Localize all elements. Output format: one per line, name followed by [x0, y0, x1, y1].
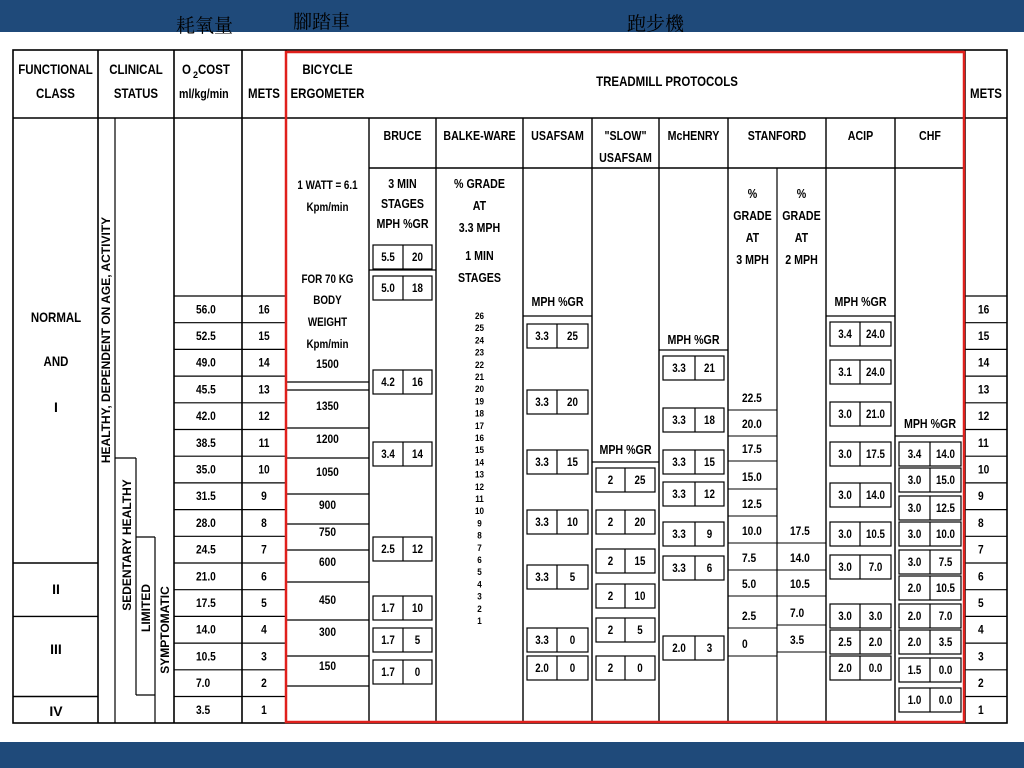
o2-value: 31.5: [196, 490, 216, 504]
o2-value: 3.5: [196, 704, 211, 718]
bruce-subheader: 3 MIN: [388, 175, 417, 192]
stanford-2mph-value: 17.5: [790, 525, 810, 539]
chf-stage-grade: 7.0: [938, 610, 953, 624]
protocol-slow-usafsam: USAFSAM: [599, 149, 652, 166]
balke-grade-value: 10: [474, 505, 485, 517]
slow-usafsam-stage-mph: 2: [607, 662, 614, 676]
mets-value: 12: [258, 410, 270, 424]
stanford-2mph-subheader: AT: [794, 229, 809, 246]
class-I: I: [54, 399, 58, 415]
acip-stage-grade: 24.0: [865, 366, 886, 380]
mets-right-value: 2: [978, 677, 984, 691]
protocol-mchenry: McHENRY: [667, 127, 720, 144]
balke-grade-value: 17: [474, 420, 485, 431]
balke-grade-value: 25: [474, 322, 485, 334]
slow-usafsam-stage-mph: 2: [607, 474, 614, 488]
balke-grade-value: 23: [474, 347, 485, 358]
bicycle-note: Kpm/min: [306, 338, 349, 352]
chf-stage-mph: 3.0: [907, 556, 922, 570]
bruce-stage-grade: 0: [414, 666, 421, 680]
bruce-stage-mph: 1.7: [381, 666, 395, 680]
bicycle-value: 900: [318, 499, 337, 513]
mets-value: 2: [261, 677, 267, 691]
acip-stage-mph: 3.0: [838, 610, 852, 624]
bruce-stage-mph: 5.0: [381, 282, 395, 296]
acip-mph-gr: MPH %GR: [834, 293, 887, 310]
mchenry-mph-gr: MPH %GR: [667, 331, 720, 348]
balke-grade-value: 7: [477, 542, 482, 553]
o2-value: 10.5: [196, 650, 216, 664]
bicycle-note: FOR 70 KG: [301, 273, 354, 287]
stanford-3mph-value: 20.0: [742, 418, 762, 432]
balke-grade-value: 4: [477, 578, 482, 590]
mets-right-value: 16: [978, 303, 990, 317]
slow-usafsam-stage-grade: 5: [637, 624, 643, 638]
mets-right-value: 3: [978, 650, 984, 664]
balke-subheader: STAGES: [457, 269, 502, 286]
chf-stage-mph: 2.0: [907, 582, 922, 596]
mets-right-value: 7: [978, 543, 984, 557]
acip-stage-mph: 3.0: [838, 528, 852, 542]
mets-value: 15: [258, 330, 270, 344]
mets-right-value: 10: [978, 463, 990, 477]
stanford-3mph-value: 7.5: [742, 552, 757, 566]
mchenry-stage-grade: 6: [706, 562, 713, 576]
chf-stage-mph: 3.0: [907, 474, 922, 488]
caption-bicycle: 腳踏車: [293, 11, 351, 33]
bruce-stage-mph: 4.2: [381, 376, 395, 390]
mets-value: 11: [258, 437, 270, 451]
slow-usafsam-stage-grade: 0: [637, 662, 643, 676]
clinical-symptomatic: SYMPTOMATIC: [158, 586, 172, 674]
bicycle-value: 300: [318, 626, 337, 640]
chf-stage-mph: 2.0: [907, 610, 922, 624]
mchenry-stage-mph: 3.3: [672, 488, 686, 502]
balke-grade-value: 11: [475, 493, 484, 505]
o2-value: 49.0: [196, 357, 216, 370]
bruce-stage-mph: 1.7: [381, 602, 395, 616]
header-o2-sub: 2: [193, 70, 199, 80]
balke-grade-value: 1: [477, 615, 482, 627]
mets-right-value: 12: [978, 410, 990, 424]
class-II: II: [52, 581, 60, 597]
stanford-2mph-value: 7.0: [790, 607, 805, 621]
acip-stage-mph: 3.0: [838, 448, 852, 462]
mchenry-stage-mph: 3.3: [672, 362, 686, 376]
slow-usafsam-stage-mph: 2: [607, 624, 614, 638]
class-III: III: [50, 641, 62, 657]
mets-right-value: 14: [978, 357, 990, 370]
usafsam-stage-grade: 10: [567, 516, 578, 530]
mchenry-stage-mph: 3.3: [672, 456, 686, 470]
acip-stage-grade: 10.5: [865, 528, 886, 542]
mets-value: 9: [261, 490, 267, 504]
header-o2-cost: COST: [198, 60, 230, 78]
bruce-stage-grade: 20: [412, 251, 423, 265]
chf-stage-mph: 1.5: [907, 664, 922, 678]
chf-stage-grade: 7.5: [938, 556, 953, 570]
mets-right-value: 15: [978, 330, 990, 344]
protocol-slow: "SLOW": [604, 127, 647, 144]
clinical-limited: LIMITED: [139, 584, 153, 632]
clinical-healthy: HEALTHY, DEPENDENT ON AGE, ACTIVITY: [99, 216, 113, 464]
protocol-usafsam: USAFSAM: [531, 127, 584, 144]
acip-stage-grade: 0.0: [868, 662, 883, 676]
acip-stage-mph: 3.1: [838, 366, 852, 380]
acip-stage-mph: 3.4: [838, 328, 852, 342]
acip-stage-grade: 21.0: [865, 408, 886, 422]
mets-value: 7: [261, 543, 267, 557]
chf-stage-mph: 3.0: [907, 502, 922, 516]
usafsam-stage-mph: 3.3: [535, 634, 549, 648]
slow-usafsam-stage-grade: 25: [634, 474, 646, 488]
mchenry-stage-grade: 12: [704, 488, 715, 502]
usafsam-mph-gr: MPH %GR: [531, 293, 584, 310]
class-normal: NORMAL: [30, 308, 82, 326]
slow-usafsam-stage-mph: 2: [607, 555, 614, 569]
o2-value: 52.5: [196, 330, 216, 344]
o2-value: 38.5: [196, 437, 216, 451]
acip-stage-mph: 3.0: [838, 408, 852, 422]
bicycle-note: BODY: [313, 294, 342, 308]
balke-grade-value: 21: [474, 371, 485, 383]
stanford-3mph-subheader: AT: [745, 229, 760, 246]
stanford-2mph-subheader: GRADE: [782, 207, 821, 224]
mets-value: 4: [261, 624, 267, 637]
mets-value: 13: [258, 383, 270, 397]
bruce-stage-mph: 5.5: [381, 251, 395, 265]
header-o2-unit: ml/kg/min: [179, 85, 229, 102]
mchenry-stage-mph: 3.3: [672, 562, 686, 576]
usafsam-stage-mph: 3.3: [535, 516, 549, 530]
chf-stage-mph: 3.0: [907, 528, 922, 542]
balke-subheader: AT: [472, 197, 487, 214]
class-and: AND: [43, 352, 69, 370]
balke-grade-value: 3: [477, 591, 482, 602]
stanford-2mph-value: 10.5: [790, 578, 810, 592]
bicycle-value: 600: [318, 556, 337, 570]
bruce-stage-grade: 14: [412, 448, 423, 462]
acip-stage-mph: 3.0: [838, 561, 852, 575]
acip-stage-grade: 14.0: [865, 489, 886, 503]
mets-value: 14: [258, 357, 270, 370]
bicycle-value: 150: [318, 660, 337, 674]
stanford-2mph-subheader: %: [796, 185, 807, 202]
usafsam-stage-mph: 3.3: [535, 571, 549, 585]
mets-right-value: 5: [978, 597, 984, 611]
chf-stage-grade: 10.0: [935, 528, 956, 542]
stanford-3mph-value: 0: [742, 638, 748, 652]
protocol-chf: CHF: [919, 127, 941, 144]
bicycle-note: Kpm/min: [306, 201, 349, 215]
mchenry-stage-grade: 21: [704, 362, 715, 376]
mets-value: 16: [258, 303, 270, 317]
mchenry-stage-mph: 3.3: [672, 414, 686, 428]
bicycle-value: 1500: [316, 358, 339, 372]
acip-stage-grade: 17.5: [865, 448, 886, 462]
chf-stage-mph: 2.0: [907, 636, 922, 650]
mchenry-stage-mph: 3.3: [672, 528, 686, 542]
clinical-sedentary: SEDENTARY HEALTHY: [120, 479, 134, 611]
balke-subheader: % GRADE: [454, 175, 505, 192]
o2-value: 7.0: [196, 677, 211, 691]
mets-value: 1: [261, 704, 267, 718]
header-ergometer: ERGOMETER: [290, 84, 365, 102]
balke-grade-value: 15: [474, 444, 485, 456]
balke-grade-value: 26: [474, 310, 485, 322]
bruce-stage-mph: 2.5: [381, 543, 395, 557]
usafsam-stage-mph: 3.3: [535, 396, 549, 410]
bruce-stage-grade: 16: [412, 376, 423, 390]
stanford-3mph-value: 22.5: [742, 392, 762, 406]
mchenry-stage-grade: 9: [706, 528, 713, 542]
usafsam-stage-grade: 25: [567, 330, 578, 344]
protocol-bruce: BRUCE: [383, 127, 422, 144]
acip-stage-grade: 24.0: [865, 328, 886, 342]
usafsam-stage-grade: 0: [569, 634, 576, 648]
balke-grade-value: 6: [477, 554, 482, 566]
balke-grade-value: 2: [477, 603, 482, 614]
o2-value: 14.0: [196, 624, 216, 637]
slow-mph-gr: MPH %GR: [599, 441, 652, 458]
bicycle-value: 1200: [316, 433, 339, 447]
chf-stage-grade: 0.0: [938, 664, 953, 678]
bruce-stage-grade: 5: [414, 634, 421, 648]
acip-stage-grade: 2.0: [868, 636, 883, 650]
slow-usafsam-stage-mph: 2: [607, 516, 614, 530]
header-treadmill: TREADMILL PROTOCOLS: [596, 72, 738, 90]
mchenry-stage-grade: 3: [706, 642, 713, 656]
o2-value: 21.0: [196, 570, 216, 584]
acip-stage-grade: 7.0: [868, 561, 883, 575]
protocol-balke-ware: BALKE-WARE: [443, 127, 516, 144]
mets-right-value: 13: [978, 383, 990, 397]
bruce-stage-grade: 10: [412, 602, 423, 616]
o2-value: 35.0: [196, 463, 216, 477]
protocol-acip: ACIP: [847, 127, 874, 144]
stanford-3mph-value: 2.5: [742, 610, 757, 624]
o2-value: 28.0: [196, 517, 216, 531]
bicycle-note: WEIGHT: [307, 316, 348, 330]
header-o2-o: O: [182, 60, 191, 78]
balke-subheader: 3.3 MPH: [458, 219, 501, 236]
chf-stage-mph: 1.0: [907, 694, 922, 708]
mets-value: 3: [261, 650, 267, 664]
mets-right-value: 11: [978, 437, 989, 451]
mets-right-value: 1: [978, 704, 984, 718]
slow-usafsam-stage-mph: 2: [607, 590, 614, 604]
chf-stage-grade: 12.5: [935, 502, 956, 516]
balke-grade-value: 24: [474, 334, 485, 346]
balke-subheader: 1 MIN: [465, 247, 494, 264]
bruce-stage-mph: 1.7: [381, 634, 395, 648]
header-functional: FUNCTIONAL: [18, 60, 93, 78]
balke-grade-value: 20: [474, 383, 485, 395]
usafsam-stage-grade: 0: [569, 662, 576, 676]
mchenry-stage-grade: 18: [704, 414, 715, 428]
slow-usafsam-stage-grade: 10: [634, 590, 646, 604]
bicycle-value: 1050: [316, 466, 339, 480]
caption-oxygen-consumption: 耗氧量: [176, 15, 234, 37]
balke-grade-value: 9: [477, 517, 482, 529]
usafsam-stage-grade: 5: [569, 571, 576, 585]
o2-value: 17.5: [196, 597, 216, 611]
bruce-stage-grade: 18: [412, 282, 423, 296]
bicycle-note: 1 WATT = 6.1: [297, 179, 358, 193]
bruce-stage-mph: 3.4: [381, 448, 395, 462]
acip-stage-mph: 3.0: [838, 489, 852, 503]
mets-value: 10: [258, 463, 270, 477]
stanford-3mph-value: 10.0: [742, 525, 762, 539]
usafsam-stage-mph: 2.0: [535, 662, 549, 676]
balke-grade-value: 13: [474, 469, 485, 480]
mets-value: 6: [261, 570, 267, 584]
o2-value: 42.0: [196, 410, 216, 424]
balke-grade-value: 18: [474, 408, 485, 419]
stanford-3mph-value: 17.5: [742, 443, 762, 457]
balke-grade-value: 14: [474, 456, 485, 468]
slow-usafsam-stage-grade: 15: [634, 555, 646, 569]
chf-mph-gr: MPH %GR: [903, 415, 957, 432]
bruce-stage-grade: 12: [412, 543, 423, 557]
chf-stage-grade: 15.0: [935, 474, 956, 488]
balke-grade-value: 5: [477, 566, 482, 578]
chf-stage-grade: 14.0: [935, 448, 956, 462]
usafsam-stage-mph: 3.3: [535, 456, 549, 470]
o2-value: 45.5: [196, 383, 216, 397]
stanford-3mph-value: 15.0: [742, 471, 762, 485]
chf-stage-grade: 10.5: [935, 582, 956, 596]
chf-stage-mph: 3.4: [907, 448, 922, 462]
stanford-2mph-value: 14.0: [790, 552, 810, 566]
acip-stage-mph: 2.5: [838, 636, 852, 650]
bicycle-value: 450: [318, 594, 337, 608]
bruce-subheader: MPH %GR: [376, 215, 429, 232]
mets-value: 8: [261, 517, 267, 531]
stanford-3mph-value: 12.5: [742, 498, 762, 512]
header-status: STATUS: [113, 84, 159, 102]
acip-stage-grade: 3.0: [868, 610, 883, 624]
mets-value: 5: [261, 597, 267, 611]
stanford-3mph-subheader: %: [747, 185, 758, 202]
stanford-3mph-subheader: 3 MPH: [736, 251, 769, 268]
caption-treadmill: 跑步機: [627, 13, 685, 35]
header-clinical: CLINICAL: [109, 60, 163, 78]
mchenry-stage-mph: 2.0: [672, 642, 686, 656]
stanford-2mph-value: 3.5: [790, 634, 805, 648]
o2-value: 56.0: [196, 303, 216, 317]
slow-usafsam-stage-grade: 20: [634, 516, 646, 530]
header-mets: METS: [248, 84, 280, 102]
mets-right-value: 9: [978, 490, 984, 504]
header-mets-right: METS: [970, 84, 1002, 102]
chf-stage-grade: 0.0: [938, 694, 953, 708]
balke-grade-value: 8: [477, 530, 482, 541]
header-class: CLASS: [36, 84, 75, 102]
stanford-3mph-subheader: GRADE: [733, 207, 772, 224]
mchenry-stage-grade: 15: [704, 456, 715, 470]
usafsam-stage-grade: 15: [567, 456, 578, 470]
bicycle-value: 1350: [316, 400, 339, 414]
balke-grade-value: 19: [474, 395, 485, 407]
stanford-2mph-subheader: 2 MPH: [785, 251, 818, 268]
mets-right-value: 8: [978, 517, 984, 531]
header-bicycle: BICYCLE: [302, 60, 353, 78]
balke-grade-value: 12: [474, 481, 485, 492]
stanford-3mph-value: 5.0: [742, 578, 757, 592]
o2-value: 24.5: [196, 543, 216, 557]
class-IV: IV: [49, 703, 63, 719]
mets-right-value: 6: [978, 570, 984, 584]
acip-stage-mph: 2.0: [838, 662, 852, 676]
protocol-stanford: STANFORD: [747, 127, 807, 144]
balke-grade-value: 22: [474, 359, 485, 370]
bicycle-value: 750: [318, 526, 337, 540]
chf-stage-grade: 3.5: [938, 636, 953, 650]
bruce-subheader: STAGES: [380, 195, 425, 212]
mets-right-value: 4: [978, 624, 984, 637]
usafsam-stage-grade: 20: [567, 396, 578, 410]
usafsam-stage-mph: 3.3: [535, 330, 549, 344]
balke-grade-value: 16: [474, 432, 485, 444]
